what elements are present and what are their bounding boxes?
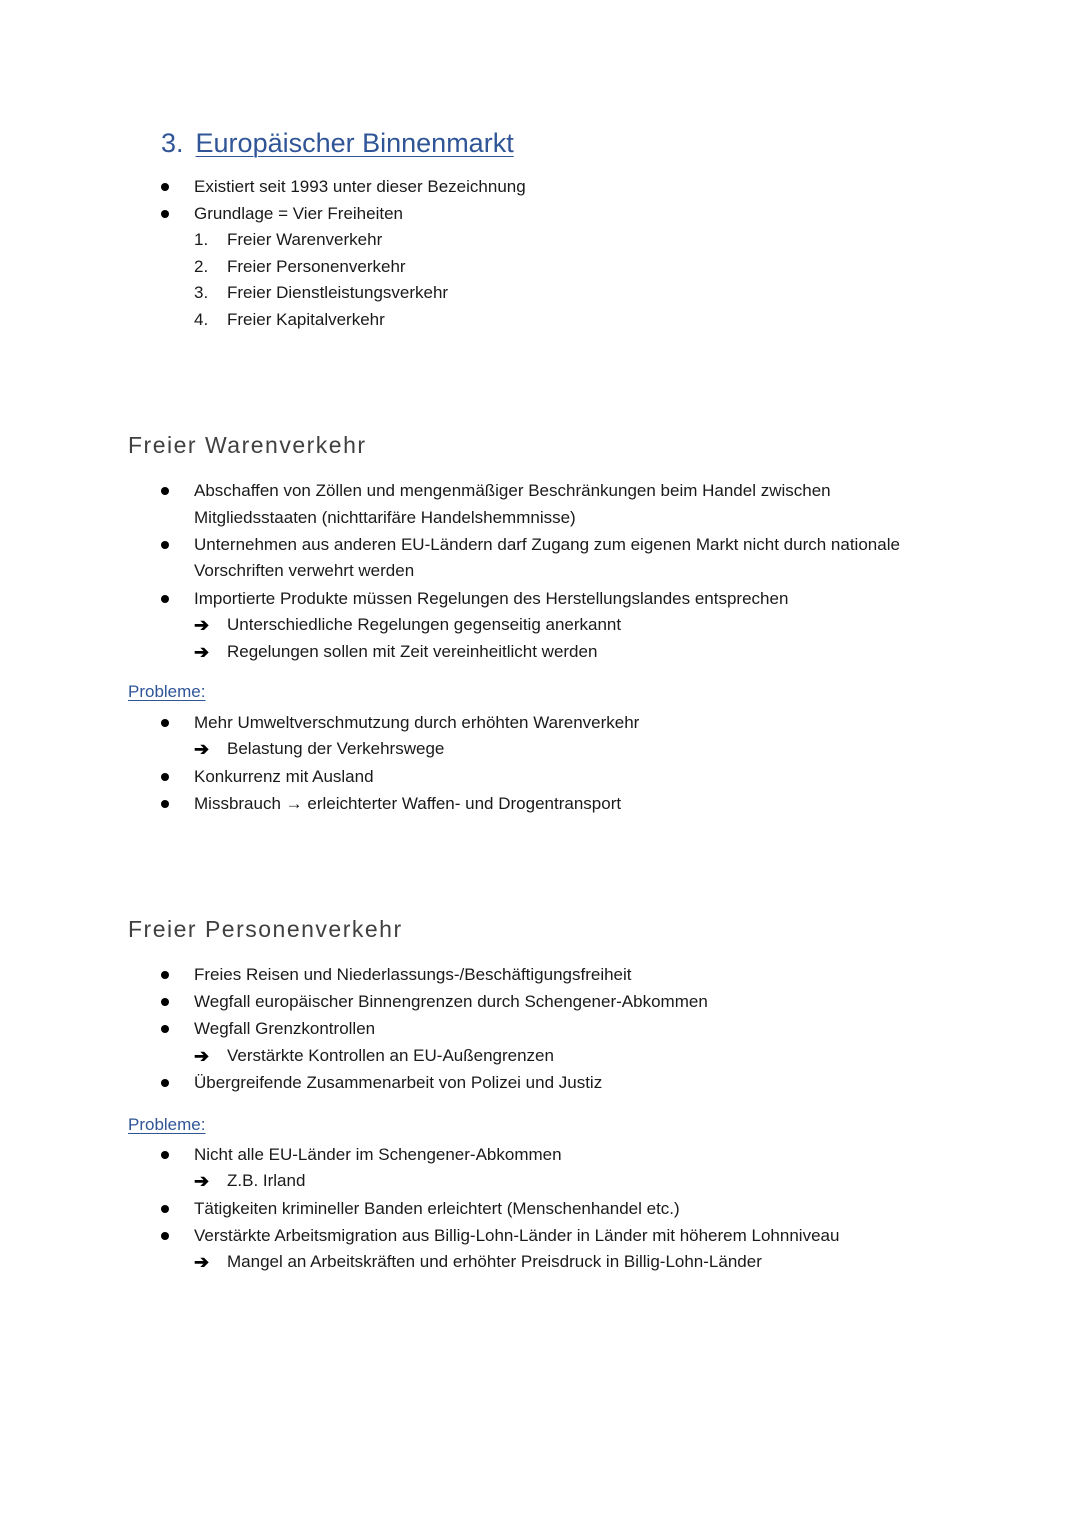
list-item: Wegfall Grenzkontrollen: [194, 1019, 376, 1038]
bullet-icon: [161, 1205, 169, 1213]
bullet-icon: [161, 971, 169, 979]
arrow-right-icon: ➔: [194, 615, 210, 635]
list-item: Importierte Produkte müssen Regelungen des Herstellungslandes entsprechen: [194, 589, 789, 608]
list-item-continuation: Vorschriften verwehrt werden: [194, 561, 415, 580]
list-item: Übergreifende Zusammenarbeit von Polizei und Justiz: [194, 1073, 603, 1092]
list-item: Existiert seit 1993 unter dieser Bezeichnung: [194, 177, 526, 196]
list-item: Verstärkte Arbeitsmigration aus Billig-Lohn-Länder in Länder mit höherem Lohnniveau: [194, 1226, 840, 1245]
bullet-icon: [161, 1232, 169, 1240]
section-number: 3.: [161, 128, 184, 158]
probleme-label: Probleme:: [128, 682, 206, 701]
list-number: 4.: [194, 310, 209, 329]
arrow-item: Verstärkte Kontrollen an EU-Außengrenzen: [227, 1046, 554, 1065]
arrow-item: Mangel an Arbeitskräften und erhöhter Preisdruck in Billig-Lohn-Länder: [227, 1252, 762, 1271]
list-item: Freies Reisen und Niederlassungs-/Beschäftigungsfreiheit: [194, 965, 632, 984]
bullet-icon: [161, 595, 169, 603]
list-item: Tätigkeiten krimineller Banden erleichtert (Menschenhandel etc.): [194, 1199, 680, 1218]
section-heading-binnenmarkt: [161, 128, 514, 159]
bullet-icon: [161, 1151, 169, 1159]
numbered-item: Freier Dienstleistungsverkehr: [227, 283, 449, 302]
list-item: Konkurrenz mit Ausland: [194, 767, 374, 786]
list-number: 3.: [194, 283, 209, 302]
list-item: Grundlage = Vier Freiheiten: [194, 204, 404, 223]
list-item: Mehr Umweltverschmutzung durch erhöhten Warenverkehr: [194, 713, 640, 732]
bullet-icon: [161, 998, 169, 1006]
arrow-item: Belastung der Verkehrswege: [227, 739, 445, 758]
arrow-item: Regelungen sollen mit Zeit vereinheitlicht werden: [227, 642, 598, 661]
list-item: Abschaffen von Zöllen und mengenmäßiger Beschränkungen beim Handel zwischen: [194, 481, 831, 500]
bullet-icon: [161, 1025, 169, 1033]
bullet-icon: [161, 1079, 169, 1087]
bullet-icon: [161, 487, 169, 495]
arrow-right-icon: ➔: [194, 1046, 210, 1066]
list-number: 1.: [194, 230, 209, 249]
bullet-icon: [161, 183, 169, 191]
list-item: Wegfall europäischer Binnengrenzen durch Schengener-Abkommen: [194, 992, 708, 1011]
bullet-icon: [161, 719, 169, 727]
list-item: Unternehmen aus anderen EU-Ländern darf Zugang zum eigenen Markt nicht durch nationale: [194, 535, 900, 554]
bullet-icon: [161, 210, 169, 218]
list-number: 2.: [194, 257, 209, 276]
heading-personenverkehr: Freier Personenverkehr: [128, 916, 403, 942]
bullet-icon: [161, 541, 169, 549]
probleme-label: Probleme:: [128, 1115, 206, 1134]
list-item: Nicht alle EU-Länder im Schengener-Abkommen: [194, 1145, 562, 1164]
section-title: Europäischer Binnenmarkt: [195, 128, 514, 158]
numbered-item: Freier Personenverkehr: [227, 257, 406, 276]
arrow-item: Unterschiedliche Regelungen gegenseitig anerkannt: [227, 615, 622, 634]
list-item-continuation: Mitgliedsstaaten (nichttarifäre Handelshemmnisse): [194, 508, 576, 527]
numbered-item: Freier Kapitalverkehr: [227, 310, 385, 329]
arrow-right-icon: ➔: [194, 642, 210, 662]
arrow-item: Z.B. Irland: [227, 1171, 306, 1190]
arrow-right-icon: ➔: [194, 739, 210, 759]
list-item: Missbrauch → erleichterter Waffen- und Drogentransport: [194, 794, 622, 813]
numbered-item: Freier Warenverkehr: [227, 230, 383, 249]
arrow-right-icon: ➔: [194, 1252, 210, 1272]
arrow-right-icon: ➔: [194, 1171, 210, 1191]
bullet-icon: [161, 800, 169, 808]
bullet-icon: [161, 773, 169, 781]
heading-warenverkehr: Freier Warenverkehr: [128, 432, 367, 458]
